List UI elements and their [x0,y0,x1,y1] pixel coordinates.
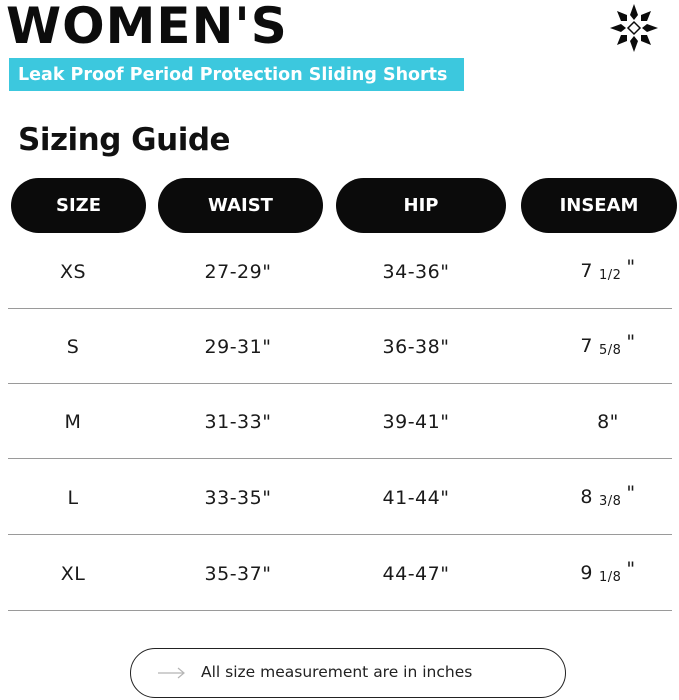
row-divider [8,534,672,535]
cell-inseam [513,234,679,309]
inseam-unit: " [626,482,636,504]
inseam-whole: 9 [580,562,593,584]
cell-hip: 39-41" [382,410,450,433]
row-divider [8,458,672,459]
header-waist: WAIST [158,178,323,233]
inseam-whole: 8" [597,410,619,433]
cell-waist: 31-33" [204,410,272,433]
table-row [8,460,672,535]
table-row [8,536,672,611]
cell-waist: 29-31" [204,335,272,358]
inseam-fraction: 3/8 [598,494,622,509]
cell-inseam [513,536,679,611]
cell-waist: 35-37" [204,562,272,585]
section-title: Sizing Guide [18,122,231,158]
inseam-fraction: 1/8 [598,570,622,585]
subtitle-band [9,58,464,91]
cell-hip: 34-36" [382,260,450,283]
subtitle-text: Leak Proof Period Protection Sliding Shorts [18,64,448,85]
inseam-unit: " [626,558,636,580]
inseam-whole: 7 [580,335,593,357]
cell-size: L [67,486,79,509]
arrow-right-icon [157,665,187,681]
inseam-fraction: 5/8 [598,343,622,358]
cell-hip: 44-47" [382,562,450,585]
cell-inseam [513,460,679,535]
inseam-whole: 7 [580,260,593,282]
table-row [8,234,672,309]
table-row [8,384,672,459]
measurement-note-text: All size measurement are in inches [201,663,473,681]
cell-waist: 27-29" [204,260,272,283]
inseam-fraction: 1/2 [598,268,622,283]
header-inseam: INSEAM [521,178,677,233]
cell-hip: 36-38" [382,335,450,358]
snowflake-star-icon [606,2,662,54]
row-divider [8,610,672,611]
cell-hip: 41-44" [382,486,450,509]
header-hip: HIP [336,178,506,233]
cell-size: XL [60,562,86,585]
header-size: SIZE [11,178,146,233]
cell-waist: 33-35" [204,486,272,509]
inseam-whole: 8 [580,486,593,508]
cell-size: XS [59,260,87,283]
inseam-unit: " [626,331,636,353]
inseam-unit: " [626,256,636,278]
cell-size: S [66,335,80,358]
cell-inseam [513,384,679,459]
table-row [8,309,672,384]
measurement-note [130,648,566,698]
brand-title: WOMEN'S [6,0,288,55]
cell-size: M [64,410,82,433]
cell-inseam [513,309,679,384]
